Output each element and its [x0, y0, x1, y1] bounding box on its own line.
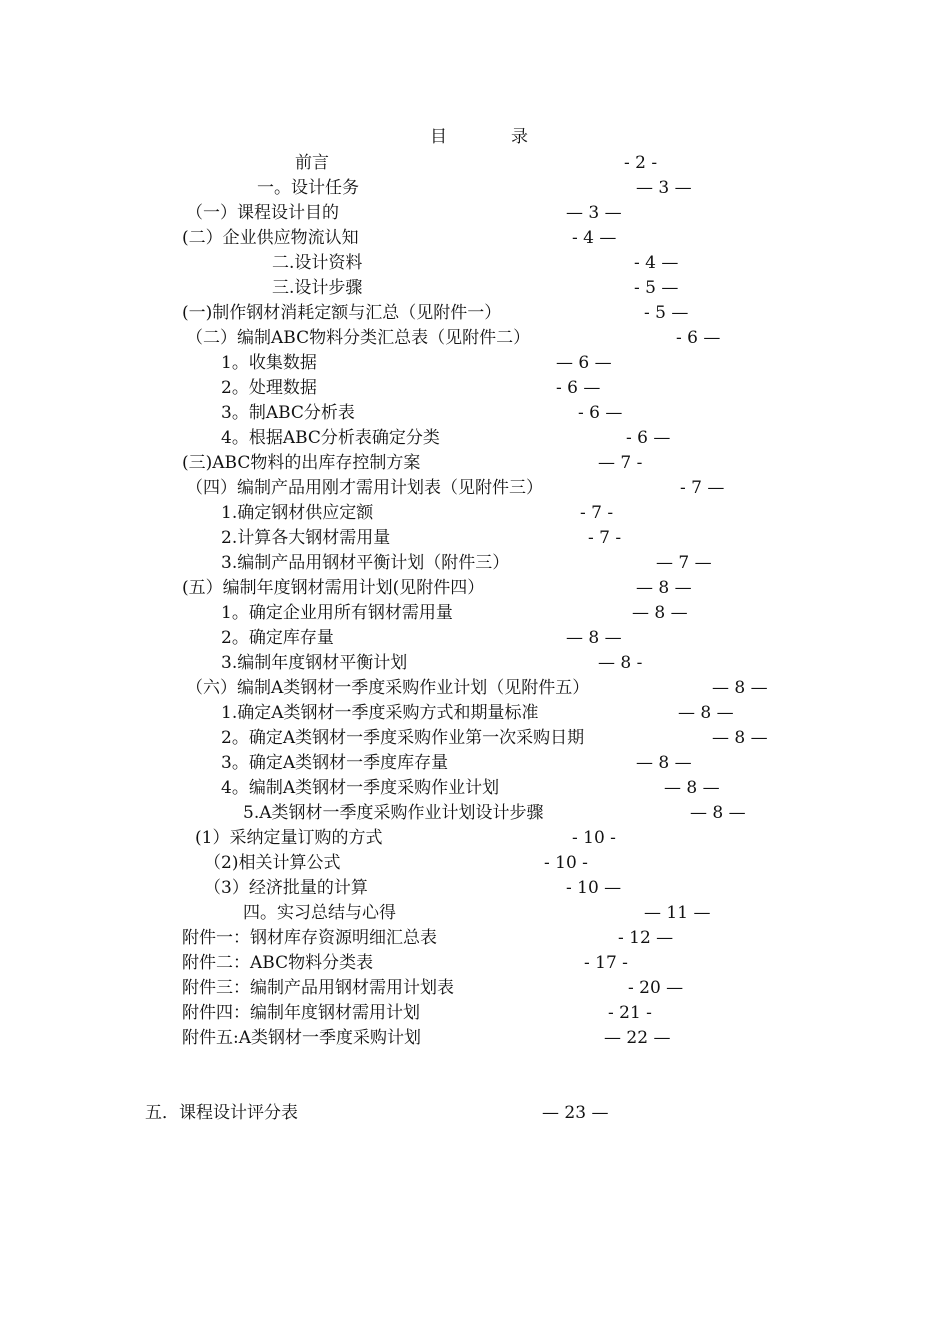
toc-entry-page: — 11 — [644, 903, 711, 923]
toc-entry-text: 五．课程设计评分表 [145, 1103, 298, 1123]
toc-entry-text: 三.设计步骤 [272, 278, 363, 298]
toc-entry-text: (三)ABC物料的出库存控制方案 [182, 453, 421, 473]
toc-entry-text: 四。实习总结与心得 [243, 903, 396, 923]
toc-entry-page: — 8 — [712, 728, 768, 748]
toc-entry-text: 1。确定企业用所有钢材需用量 [221, 603, 453, 623]
toc-entry-page: — 8 — [678, 703, 734, 723]
toc-entry-page: - 2 - [624, 153, 658, 173]
toc-entry-text: 3.编制产品用钢材平衡计划（附件三） [221, 553, 510, 573]
toc-entry-text: 前言 [295, 153, 329, 173]
toc-entry-text: 2。确定库存量 [221, 628, 334, 648]
toc-entry-page: - 7 - [588, 528, 622, 548]
toc-entry-page: - 6 — [578, 403, 623, 423]
toc-entry-text: 2。处理数据 [221, 378, 317, 398]
toc-entry-page: — 8 — [664, 778, 720, 798]
toc-entry-page: - 7 - [580, 503, 614, 523]
toc-entry-page: — 8 — [712, 678, 768, 698]
toc-entry-text: 附件三：编制产品用钢材需用计划表 [182, 978, 454, 998]
toc-entry-page: - 5 — [634, 278, 679, 298]
toc-entry-text: （3）经济批量的计算 [204, 878, 368, 898]
toc-entry-text: 二.设计资料 [272, 253, 363, 273]
toc-entry-text: 2.计算各大钢材需用量 [221, 528, 391, 548]
toc-entry-page: - 10 - [544, 853, 588, 873]
toc-entry-text: 附件二：ABC物料分类表 [182, 953, 374, 973]
toc-entry-text: (一)制作钢材消耗定额与汇总（见附件一） [182, 303, 502, 323]
toc-entry-text: （六）编制A类钢材一季度采购作业计划（见附件五） [186, 678, 590, 698]
toc-entry-page: — 6 — [556, 353, 612, 373]
toc-title-right: 录 [511, 127, 528, 147]
toc-entry-page: — 8 — [636, 753, 692, 773]
toc-entry-page: - 10 - [572, 828, 616, 848]
toc-entry-text: 4。编制A类钢材一季度采购作业计划 [221, 778, 500, 798]
toc-entry-text: 1。收集数据 [221, 353, 317, 373]
toc-entry-text: 附件一：钢材库存资源明细汇总表 [182, 928, 437, 948]
toc-entry-page: — 22 — [604, 1028, 671, 1048]
toc-entry-page: — 7 — [656, 553, 712, 573]
toc-title [430, 126, 528, 148]
toc-entry-text: 一。设计任务 [257, 178, 359, 198]
toc-entry-page: - 12 — [618, 928, 674, 948]
toc-entry-text: (1）采纳定量订购的方式 [195, 828, 383, 848]
toc-entry-text: 3。制ABC分析表 [221, 403, 355, 423]
toc-entry-page: — 8 - [598, 653, 643, 673]
toc-entry-text: (五）编制年度钢材需用计划(见附件四） [182, 578, 485, 598]
toc-entry-text: 4。根据ABC分析表确定分类 [221, 428, 440, 448]
toc-entry-text: 5.A类钢材一季度采购作业计划设计步骤 [243, 803, 544, 823]
toc-entry-text: 3。确定A类钢材一季度库存量 [221, 753, 449, 773]
toc-entry-page: - 6 — [676, 328, 721, 348]
toc-entry-text: 附件五:A类钢材一季度采购计划 [182, 1028, 422, 1048]
toc-entry-text: 3.编制年度钢材平衡计划 [221, 653, 408, 673]
toc-entry-page: - 6 — [556, 378, 601, 398]
toc-entry-page: - 4 — [634, 253, 679, 273]
toc-entry-page: — 7 - [598, 453, 643, 473]
toc-entry-text: 2。确定A类钢材一季度采购作业第一次采购日期 [221, 728, 585, 748]
toc-entry-text: （二）编制ABC物料分类汇总表（见附件二） [186, 328, 531, 348]
toc-entry-page: — 3 — [636, 178, 692, 198]
toc-entry-text: （四）编制产品用刚才需用计划表（见附件三） [186, 478, 543, 498]
toc-entry-page: - 6 — [626, 428, 671, 448]
toc-entry-page: - 21 - [608, 1003, 652, 1023]
toc-entry-page: — 8 — [566, 628, 622, 648]
toc-entry-text: 附件四：编制年度钢材需用计划 [182, 1003, 420, 1023]
toc-entry-page: — 8 — [636, 578, 692, 598]
toc-entry-page: — 3 — [566, 203, 622, 223]
toc-entry-text: （一）课程设计目的 [186, 203, 339, 223]
toc-entry-page: — 23 — [542, 1103, 609, 1123]
toc-entry-page: - 7 — [680, 478, 725, 498]
toc-entry-text: （2)相关计算公式 [204, 853, 341, 873]
toc-entry-page: - 4 — [572, 228, 617, 248]
toc-entry-text: (二）企业供应物流认知 [182, 228, 359, 248]
toc-entry-text: 1.确定A类钢材一季度采购方式和期量标准 [221, 703, 539, 723]
toc-entry-page: — 8 — [690, 803, 746, 823]
toc-entry-page: - 17 - [584, 953, 628, 973]
toc-title-left: 目 [430, 127, 447, 147]
toc-entry-page: - 5 — [644, 303, 689, 323]
toc-entry-text: 1.确定钢材供应定额 [221, 503, 374, 523]
toc-entry-page: — 8 — [632, 603, 688, 623]
toc-entry-page: - 20 — [628, 978, 684, 998]
toc-entry-page: - 10 — [566, 878, 622, 898]
